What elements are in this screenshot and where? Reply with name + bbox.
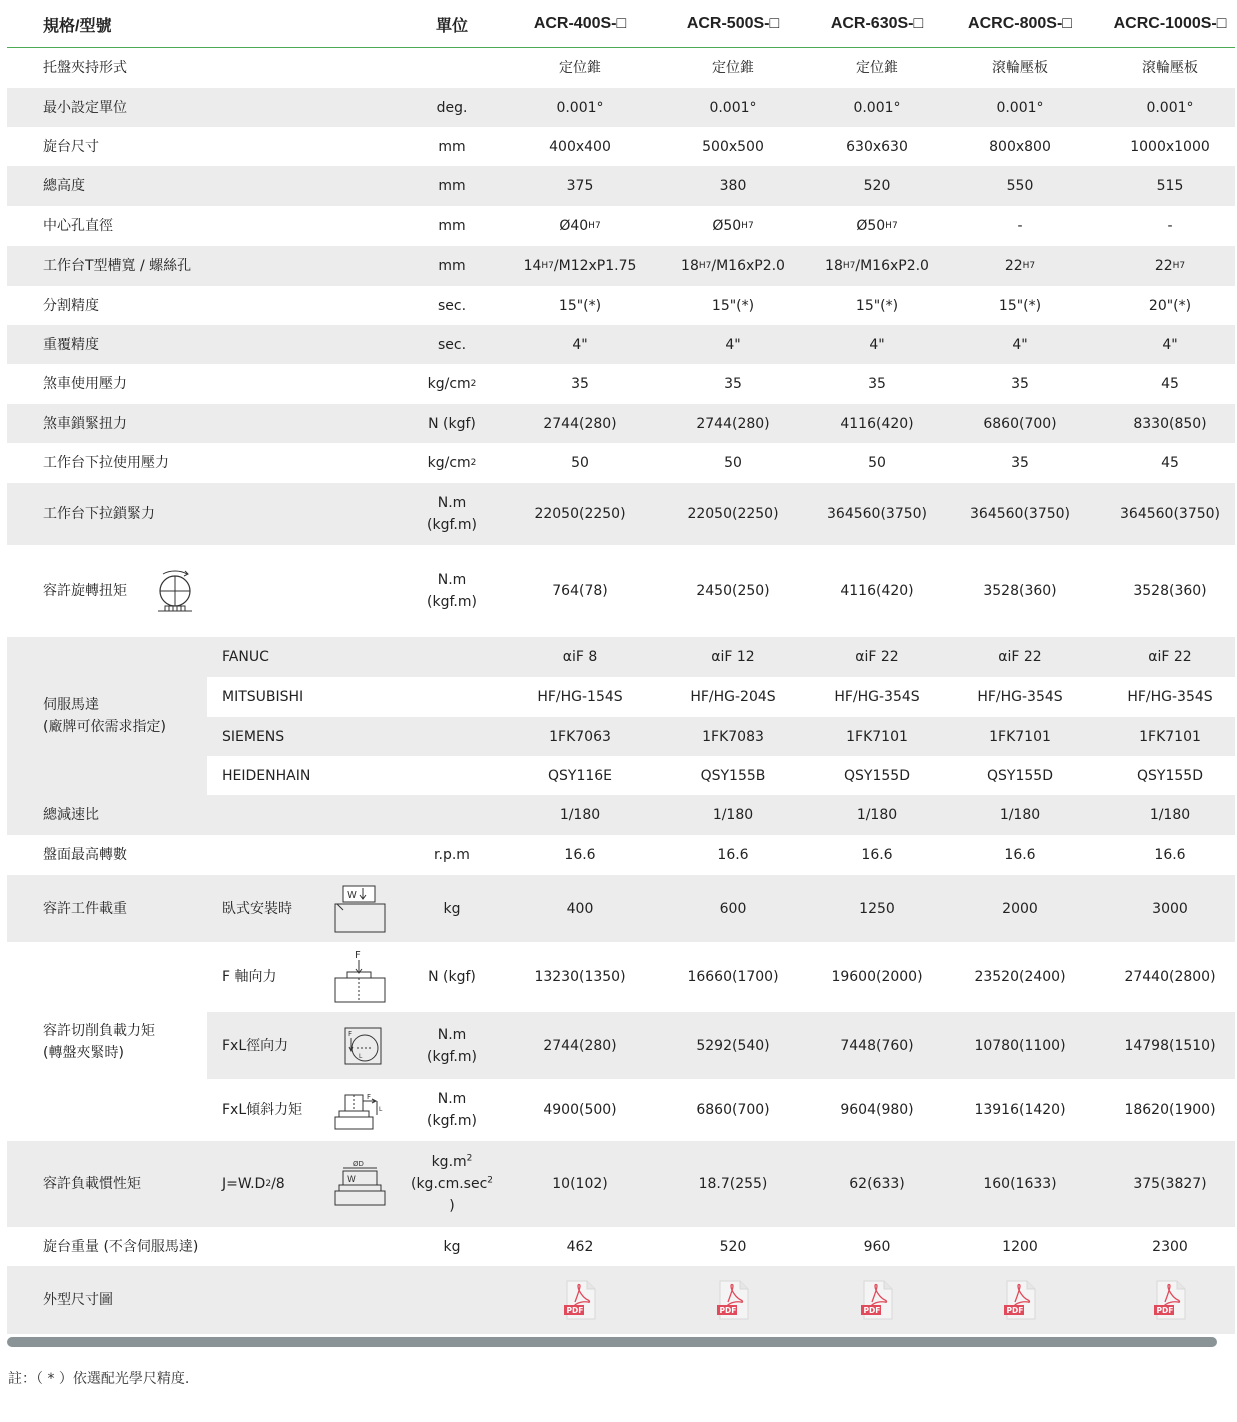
value-cell: 5292(540) [696, 1037, 770, 1054]
value-cell: 0.001° [556, 99, 604, 116]
row-unit: mm [438, 138, 466, 155]
value-cell: 2000 [1002, 900, 1038, 917]
value-cell: 1/180 [856, 807, 898, 823]
value-cell: 6860(700) [983, 415, 1057, 432]
table-row-index-acc [7, 286, 1235, 325]
unit-text: kg.m [431, 1154, 467, 1170]
unit-text: (kgf.m) [427, 1048, 477, 1065]
unit-text: kg/cm [427, 376, 471, 392]
value-cell: 22 H7 [941, 246, 1099, 286]
table-row-inertia [7, 1141, 1235, 1227]
unit-text: ) [449, 1198, 455, 1214]
value-cell: 4" [725, 336, 741, 353]
value-cell: 1/180 [1149, 807, 1191, 823]
table-row-table-size [7, 127, 1235, 166]
value-cell: 2300 [1152, 1238, 1188, 1255]
table-row-rot-torque [7, 545, 1235, 637]
svg-text:F: F [348, 1030, 353, 1038]
value-cell: 375 [566, 178, 594, 194]
footnote: 註：（ * ）依選配光學尺精度. [8, 1371, 190, 1387]
row-sublabel: F 軸向力 [222, 969, 277, 985]
table-row-tslot [7, 246, 1235, 286]
value-cell: 35 [1011, 376, 1029, 392]
row-unit: kg/cm 2 [397, 364, 507, 404]
value-cell: 50 [868, 455, 886, 471]
value-cell: 35 [868, 376, 886, 392]
row-label: 旋台尺寸 [43, 138, 99, 155]
row-sublabel: J=W.D 2 /8 [222, 1141, 332, 1227]
value-cell: HF/HG-354S [834, 689, 920, 705]
row-label: 容許旋轉扭矩 [43, 583, 127, 599]
row-label: 外型尺寸圖 [43, 1292, 113, 1308]
value-cell: 9604(980) [840, 1102, 914, 1118]
value-cell: 0.001° [853, 99, 901, 116]
pdf-icon[interactable] [563, 1280, 597, 1320]
value-cell: HF/HG-354S [977, 689, 1063, 705]
value-cell: 8330(850) [1133, 415, 1207, 432]
table-row-load [7, 875, 1235, 942]
cutting-label-line2: (轉盤夾緊時) [43, 1044, 124, 1061]
unit-text: kg/cm [427, 455, 471, 471]
table-row-tilt [207, 1079, 1235, 1141]
svg-text:W: W [347, 1175, 356, 1185]
horizontal-scrollbar[interactable] [7, 1337, 1217, 1347]
pdf-icon-text: PDF [863, 1306, 881, 1315]
value-cell: 15"(*) [855, 297, 899, 314]
rotation-torque-icon [155, 567, 195, 615]
value-cell: 22050(2250) [534, 506, 626, 522]
value-cell: 3528(360) [983, 583, 1057, 599]
header-unit: 單位 [435, 17, 468, 35]
value-text: 22 [1154, 258, 1173, 274]
value-cell: 4116(420) [840, 415, 914, 432]
value-cell: 1200 [1002, 1238, 1038, 1255]
row-label: 工作台T型槽寬 / 螺絲孔 [43, 258, 192, 274]
value-cell: QSY155D [844, 767, 910, 784]
value-cell: 4116(420) [840, 583, 914, 599]
value-text: /M12xP1.75 [553, 258, 637, 274]
value-cell: 2744(280) [543, 1037, 617, 1054]
row-label: 托盤夾持形式 [43, 60, 127, 76]
value-text: Ø50 [856, 218, 886, 234]
value-cell: QSY116E [547, 767, 613, 784]
row-unit: kg/cm 2 [397, 443, 507, 483]
pdf-icon-text: PDF [719, 1306, 737, 1315]
row-unit: N (kgf) [428, 969, 476, 985]
sub-text: J=W.D [222, 1176, 266, 1192]
unit-line [411, 1173, 493, 1195]
value-cell: 1000x1000 [1130, 138, 1210, 155]
value-cell: αiF 22 [855, 649, 899, 665]
row-sublabel: FxL徑向力 [222, 1037, 289, 1054]
table-row-servo [207, 677, 1235, 717]
row-unit [397, 483, 507, 545]
value-cell: 1FK7101 [989, 728, 1051, 745]
row-sublabel: FxL傾斜力矩 [222, 1102, 303, 1118]
row-label: 總高度 [43, 178, 85, 194]
table-row-height [7, 166, 1235, 206]
svg-text:ØD: ØD [353, 1160, 364, 1168]
pdf-download-link[interactable] [941, 1266, 1099, 1334]
header-model-1: ACR-400S-□ [533, 15, 627, 32]
value-cell: 380 [719, 178, 747, 194]
value-cell: 600 [719, 900, 747, 917]
table-row-axial [207, 942, 1235, 1012]
value-cell: 4" [572, 336, 588, 353]
value-cell: 0.001° [709, 99, 757, 116]
value-cell: 22 H7 [1099, 246, 1237, 286]
value-cell: 630x630 [846, 138, 908, 155]
value-cell: αiF 8 [562, 649, 598, 665]
value-cell: HF/HG-354S [1127, 689, 1213, 705]
value-cell: 1FK7063 [549, 728, 611, 745]
value-cell: 1FK7101 [1139, 728, 1201, 745]
servo-brand: SIEMENS [222, 728, 285, 745]
value-cell: 800x800 [989, 138, 1051, 155]
value-cell: 23520(2400) [974, 969, 1066, 985]
value-cell: 15"(*) [558, 297, 602, 314]
unit-text: N.m [437, 495, 467, 511]
pdf-download-link[interactable] [653, 1266, 813, 1334]
superscript: 2 [466, 1153, 473, 1164]
value-cell: 14798(1510) [1124, 1037, 1216, 1054]
header-model-4: ACRC-800S-□ [968, 15, 1072, 32]
header-spec: 規格/型號 [43, 17, 112, 35]
value-text: 22 [1004, 258, 1023, 274]
row-unit: N (kgf) [428, 415, 476, 432]
svg-text:L: L [379, 1106, 383, 1113]
value-cell: 16.6 [564, 847, 596, 863]
pdf-download-link[interactable] [813, 1266, 941, 1334]
value-cell: 4" [869, 336, 885, 353]
value-text: Ø40 [559, 218, 589, 234]
row-unit: mm [438, 218, 466, 234]
pdf-download-link[interactable] [507, 1266, 653, 1334]
value-cell: Ø40 H7 [507, 206, 653, 246]
value-cell: Ø50 H7 [813, 206, 941, 246]
table-row-max-rpm [7, 835, 1235, 875]
table-row-brake-torque [7, 404, 1235, 443]
value-cell: 2450(250) [696, 583, 770, 599]
table-row-pull-pressure [7, 443, 1235, 483]
unit-text: (kgf.m) [427, 517, 477, 533]
value-cell: 4" [1012, 336, 1028, 353]
value-cell: 19600(2000) [831, 969, 923, 985]
value-cell: 16.6 [717, 847, 749, 863]
row-label: 總減速比 [43, 807, 99, 823]
value-cell: 1FK7101 [846, 728, 908, 745]
value-cell: 45 [1161, 376, 1179, 392]
servo-label-line1: 伺服馬達 [43, 697, 99, 713]
header-model-3: ACR-630S-□ [830, 15, 924, 32]
value-cell: HF/HG-154S [537, 689, 623, 705]
value-cell: 10780(1100) [974, 1037, 1066, 1054]
value-cell: 27440(2800) [1124, 969, 1216, 985]
value-cell: 7448(760) [840, 1037, 914, 1054]
load-diagram-icon [333, 884, 387, 934]
value-cell: - [1167, 218, 1173, 234]
value-cell: 16.6 [1154, 847, 1186, 863]
cutting-group-label [7, 942, 207, 1141]
value-cell: 16.6 [1004, 847, 1036, 863]
superscript: 2 [487, 1175, 494, 1186]
value-cell: 16.6 [861, 847, 893, 863]
unit-line [432, 1151, 473, 1173]
table-row-servo [207, 717, 1235, 756]
row-unit: mm [438, 178, 466, 194]
radial-force-icon [343, 1026, 383, 1066]
value-cell: - [1017, 218, 1023, 234]
value-cell: 13230(1350) [534, 969, 626, 985]
servo-brand: HEIDENHAIN [222, 767, 311, 784]
value-cell: 20"(*) [1148, 297, 1192, 314]
table-row-weight [7, 1227, 1235, 1266]
svg-text:W: W [347, 890, 357, 901]
value-cell: 400 [566, 900, 594, 917]
value-text: /M16xP2.0 [855, 258, 929, 274]
value-cell: αiF 12 [711, 649, 755, 665]
value-cell: 3000 [1152, 900, 1188, 917]
value-cell: 62(633) [849, 1176, 905, 1192]
value-cell: 35 [571, 376, 589, 392]
value-cell: 18620(1900) [1124, 1102, 1216, 1118]
unit-text: (kg.cm.sec [410, 1176, 488, 1192]
table-row-repeat-acc [7, 325, 1235, 364]
row-label: 工作台下拉鎖緊力 [43, 506, 155, 522]
row-unit: sec. [437, 297, 467, 314]
unit-text: (kgf.m) [427, 594, 477, 610]
value-cell: 764(78) [552, 583, 608, 599]
table-row-clamp [7, 48, 1235, 88]
value-cell: 4" [1162, 336, 1178, 353]
value-cell: 1250 [859, 900, 895, 917]
value-cell: 18.7(255) [698, 1176, 768, 1192]
value-cell: 13916(1420) [974, 1102, 1066, 1118]
value-cell: 1/180 [999, 807, 1041, 823]
table-row-center-hole [7, 206, 1235, 246]
servo-label-line2: (廠牌可依需求指定) [43, 719, 166, 735]
value-text: 18 [825, 258, 843, 274]
unit-text: N.m [437, 572, 467, 588]
pdf-icon[interactable] [860, 1280, 894, 1320]
row-unit: mm [438, 258, 466, 274]
value-cell: αiF 22 [1148, 649, 1192, 665]
value-cell: 364560(3750) [970, 506, 1070, 522]
pdf-icon[interactable] [716, 1280, 750, 1320]
value-cell: 500x500 [702, 138, 764, 155]
value-cell: 462 [566, 1238, 594, 1255]
value-cell: 2744(280) [543, 415, 617, 432]
value-cell: 35 [1011, 455, 1029, 471]
row-sublabel: 臥式安裝時 [222, 900, 292, 917]
value-cell: 45 [1161, 455, 1179, 471]
row-unit: deg. [436, 99, 468, 116]
value-cell: 4900(500) [543, 1102, 617, 1118]
value-cell: 400x400 [549, 138, 611, 155]
unit-text: N.m [437, 1026, 467, 1043]
row-unit [397, 48, 507, 88]
row-label: 煞車使用壓力 [43, 376, 127, 392]
row-unit: r.p.m [434, 847, 470, 863]
row-unit [397, 1079, 507, 1141]
table-row-ratio [7, 795, 1235, 835]
row-label: 旋台重量 (不含伺服馬達) [43, 1238, 199, 1255]
table-row-drawing [7, 1266, 1235, 1334]
pdf-icon-text: PDF [566, 1306, 584, 1315]
value-cell: 10(102) [552, 1176, 608, 1192]
table-header [7, 0, 1235, 48]
sub-text: /8 [271, 1176, 285, 1192]
value-cell: 50 [724, 455, 742, 471]
value-text: /M16xP2.0 [711, 258, 785, 274]
value-cell: 定位錐 [559, 60, 601, 76]
header-model-5: ACRC-1000S-□ [1113, 15, 1227, 32]
row-label: 容許負載慣性矩 [43, 1176, 141, 1192]
table-row-brake-pressure [7, 364, 1235, 404]
value-cell: 515 [1156, 178, 1184, 194]
row-label: 盤面最高轉數 [43, 847, 127, 863]
value-cell: Ø50 H7 [653, 206, 813, 246]
value-cell: 定位錐 [712, 60, 754, 76]
value-cell: 375(3827) [1133, 1176, 1207, 1192]
row-label: 煞車鎖緊扭力 [43, 415, 127, 432]
unit-text: N.m [437, 1091, 467, 1107]
value-cell: 520 [719, 1238, 747, 1255]
cutting-label-line1: 容許切削負載力矩 [43, 1022, 155, 1039]
pdf-icon-text: PDF [1156, 1306, 1174, 1315]
value-cell: 35 [724, 376, 742, 392]
value-cell: QSY155D [1137, 767, 1203, 784]
row-unit [397, 545, 507, 637]
value-cell: 1/180 [712, 807, 754, 823]
value-cell: αiF 22 [998, 649, 1042, 665]
value-cell: 50 [571, 455, 589, 471]
svg-text:F: F [367, 1093, 372, 1101]
value-cell: 550 [1006, 178, 1034, 194]
servo-group-label [7, 637, 207, 795]
value-cell: HF/HG-204S [690, 689, 776, 705]
table-row-servo [207, 637, 1235, 677]
row-unit: sec. [437, 336, 467, 353]
value-cell: 364560(3750) [1120, 506, 1220, 522]
value-cell: 0.001° [996, 99, 1044, 116]
servo-brand: MITSUBISHI [222, 689, 304, 705]
value-text: 14 [523, 258, 542, 274]
value-cell: 15"(*) [711, 297, 755, 314]
value-cell: 滾輪壓板 [1142, 60, 1198, 76]
value-cell: 滾輪壓板 [992, 60, 1048, 76]
value-cell: 6860(700) [696, 1102, 770, 1118]
row-unit: kg [443, 1238, 461, 1255]
value-cell: 2744(280) [696, 415, 770, 432]
table-row-servo [207, 756, 1235, 795]
value-cell: 1FK7083 [702, 728, 764, 745]
row-unit [397, 1012, 507, 1079]
value-cell: 定位錐 [856, 60, 898, 76]
pdf-download-link[interactable] [1099, 1266, 1237, 1334]
value-cell: 18 H7 /M16xP2.0 [813, 246, 941, 286]
table-row-radial [207, 1012, 1235, 1079]
value-cell: 16660(1700) [687, 969, 779, 985]
value-cell: 14 H7 /M12xP1.75 [507, 246, 653, 286]
svg-text:F: F [355, 950, 361, 961]
row-unit [397, 795, 507, 835]
axial-force-icon [333, 948, 387, 1004]
value-cell: 22050(2250) [687, 506, 779, 522]
inertia-diagram-icon [333, 1159, 387, 1207]
table-row-min-unit [7, 88, 1235, 127]
value-cell: QSY155D [987, 767, 1053, 784]
svg-text:L: L [359, 1053, 363, 1060]
value-cell: 1/180 [559, 807, 601, 823]
value-cell: 3528(360) [1133, 583, 1207, 599]
value-cell: 15"(*) [998, 297, 1042, 314]
row-label: 重覆精度 [43, 336, 99, 353]
pdf-icon-text: PDF [1006, 1306, 1024, 1315]
row-label: 工作台下拉使用壓力 [43, 455, 169, 471]
row-label: 容許工件載重 [43, 900, 127, 917]
value-cell: 18 H7 /M16xP2.0 [653, 246, 813, 286]
value-cell: QSY155B [700, 767, 766, 784]
value-cell: 364560(3750) [827, 506, 927, 522]
unit-text: (kgf.m) [427, 1113, 477, 1129]
servo-brand: FANUC [222, 649, 269, 665]
row-label: 最小設定單位 [43, 99, 127, 116]
table-row-pull-force [7, 483, 1235, 545]
tilt-moment-icon [333, 1091, 389, 1131]
value-text: Ø50 [712, 218, 742, 234]
row-label: 分割精度 [43, 297, 99, 314]
value-cell: 520 [863, 178, 891, 194]
row-unit [397, 1141, 507, 1227]
pdf-icon[interactable] [1153, 1280, 1187, 1320]
value-cell: 160(1633) [983, 1176, 1057, 1192]
value-cell: 0.001° [1146, 99, 1194, 116]
value-text: 18 [681, 258, 699, 274]
row-unit: kg [443, 900, 461, 917]
header-model-2: ACR-500S-□ [686, 15, 780, 32]
value-cell: 960 [863, 1238, 891, 1255]
pdf-icon[interactable] [1003, 1280, 1037, 1320]
row-label: 中心孔直徑 [43, 218, 113, 234]
